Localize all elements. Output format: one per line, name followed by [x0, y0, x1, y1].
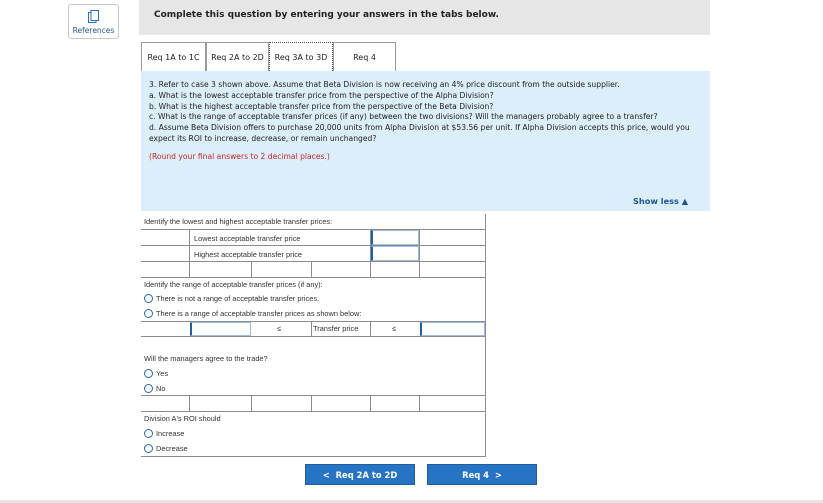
cell-divider: [419, 395, 420, 411]
row-divider: [141, 277, 486, 278]
less-equal-symbol: ≤: [392, 324, 397, 333]
tab-req-1a-1c[interactable]: Req 1A to 1C: [141, 42, 206, 71]
chevron-left-icon: <: [322, 470, 330, 480]
tab-req-2a-2d[interactable]: Req 2A to 2D: [206, 42, 269, 71]
agree-no-label: No: [156, 384, 166, 393]
cell-divider: [189, 395, 190, 411]
show-less-label: Show less: [633, 196, 679, 206]
roi-label: Division A's ROI should: [144, 414, 221, 423]
rounding-note: (Round your final answers to 2 decimal places.): [149, 151, 330, 161]
references-label: References: [72, 26, 115, 35]
cell-divider: [311, 395, 312, 411]
roi-increase-label: Increase: [156, 429, 185, 438]
agree-no-radio[interactable]: [144, 384, 153, 393]
question-line: 3. Refer to case 3 shown above. Assume that Beta Division is now receiving an 4% price discount from the outside supplier.: [149, 80, 620, 89]
range-exists-label: There is a range of acceptable transfer prices as shown below:: [156, 309, 362, 318]
cell-divider: [419, 261, 420, 277]
row-divider: [141, 411, 486, 412]
prev-tab-label: Req 2A to 2D: [335, 470, 398, 480]
cell-divider: [311, 321, 312, 336]
tab-req-3a-3d[interactable]: Req 3A to 3D: [269, 42, 333, 71]
range-label: Identify the range of acceptable transfer prices (if any):: [144, 280, 323, 289]
instruction-text: Complete this question by entering your answers in the tabs below.: [154, 10, 499, 20]
cell-divider: [370, 261, 371, 277]
triangle-up-icon: ▲: [681, 196, 689, 206]
range-exists-radio[interactable]: [144, 309, 153, 318]
question-line: a. What is the lowest acceptable transfer price from the perspective of the Alpha Division?: [149, 90, 494, 100]
range-none-label: There is not a range of acceptable transfer prices.: [156, 294, 320, 303]
cell-divider: [370, 321, 371, 336]
row-divider: [141, 395, 486, 396]
references-button[interactable]: [68, 4, 119, 39]
cell-divider: [370, 395, 371, 411]
less-equal-symbol: ≤: [277, 324, 282, 333]
cell-divider: [251, 395, 252, 411]
range-high-input[interactable]: [420, 322, 485, 336]
row-divider: [141, 336, 486, 337]
answer-table: [141, 214, 486, 457]
row-divider: [141, 245, 486, 246]
roi-increase-radio[interactable]: [144, 429, 153, 438]
instruction-header: [139, 0, 710, 35]
chevron-right-icon: >: [494, 470, 502, 480]
next-tab-label: Req 4: [462, 470, 489, 480]
show-less-link[interactable]: [633, 196, 688, 206]
document-copy-icon: [88, 10, 99, 23]
row-divider: [141, 229, 486, 230]
question-line: b. What is the highest acceptable transfer price from the perspective of the Beta Division?: [149, 101, 494, 111]
row-divider: [141, 261, 486, 262]
range-none-radio[interactable]: [144, 294, 153, 303]
prev-tab-button[interactable]: [305, 464, 415, 485]
highest-price-label: Highest acceptable transfer price: [194, 250, 303, 259]
identify-prices-label: Identify the lowest and highest acceptable transfer prices:: [144, 217, 333, 226]
question-text: [149, 80, 705, 163]
cell-divider: [251, 261, 252, 277]
lowest-price-input[interactable]: [371, 230, 419, 245]
question-line: c. What is the range of acceptable transfer prices (if any) between the two divisions? Will the managers probably agree to a transfer?: [149, 112, 658, 122]
roi-decrease-radio[interactable]: [144, 444, 153, 453]
cell-divider: [189, 261, 190, 277]
roi-decrease-label: Decrease: [156, 444, 188, 453]
transfer-price-label: Transfer price: [313, 324, 359, 333]
table-bottom-border: [141, 456, 486, 457]
question-line: d. Assume Beta Division offers to purchase 20,000 units from Alpha Division at $53.56 per unit. If Alpha Division accepts this price, would you expect its ROI to increase, decrease, or remain unchanged?: [149, 123, 690, 143]
agree-label: Will the managers agree to the trade?: [144, 354, 268, 363]
tab-req-4[interactable]: Req 4: [333, 42, 396, 71]
lowest-price-label: Lowest acceptable transfer price: [194, 234, 301, 243]
next-tab-button[interactable]: [427, 464, 537, 485]
range-low-input[interactable]: [190, 322, 251, 336]
highest-price-input[interactable]: [371, 246, 419, 261]
question-panel: [141, 71, 710, 211]
agree-yes-label: Yes: [156, 369, 169, 378]
agree-yes-radio[interactable]: [144, 369, 153, 378]
cell-divider: [311, 261, 312, 277]
